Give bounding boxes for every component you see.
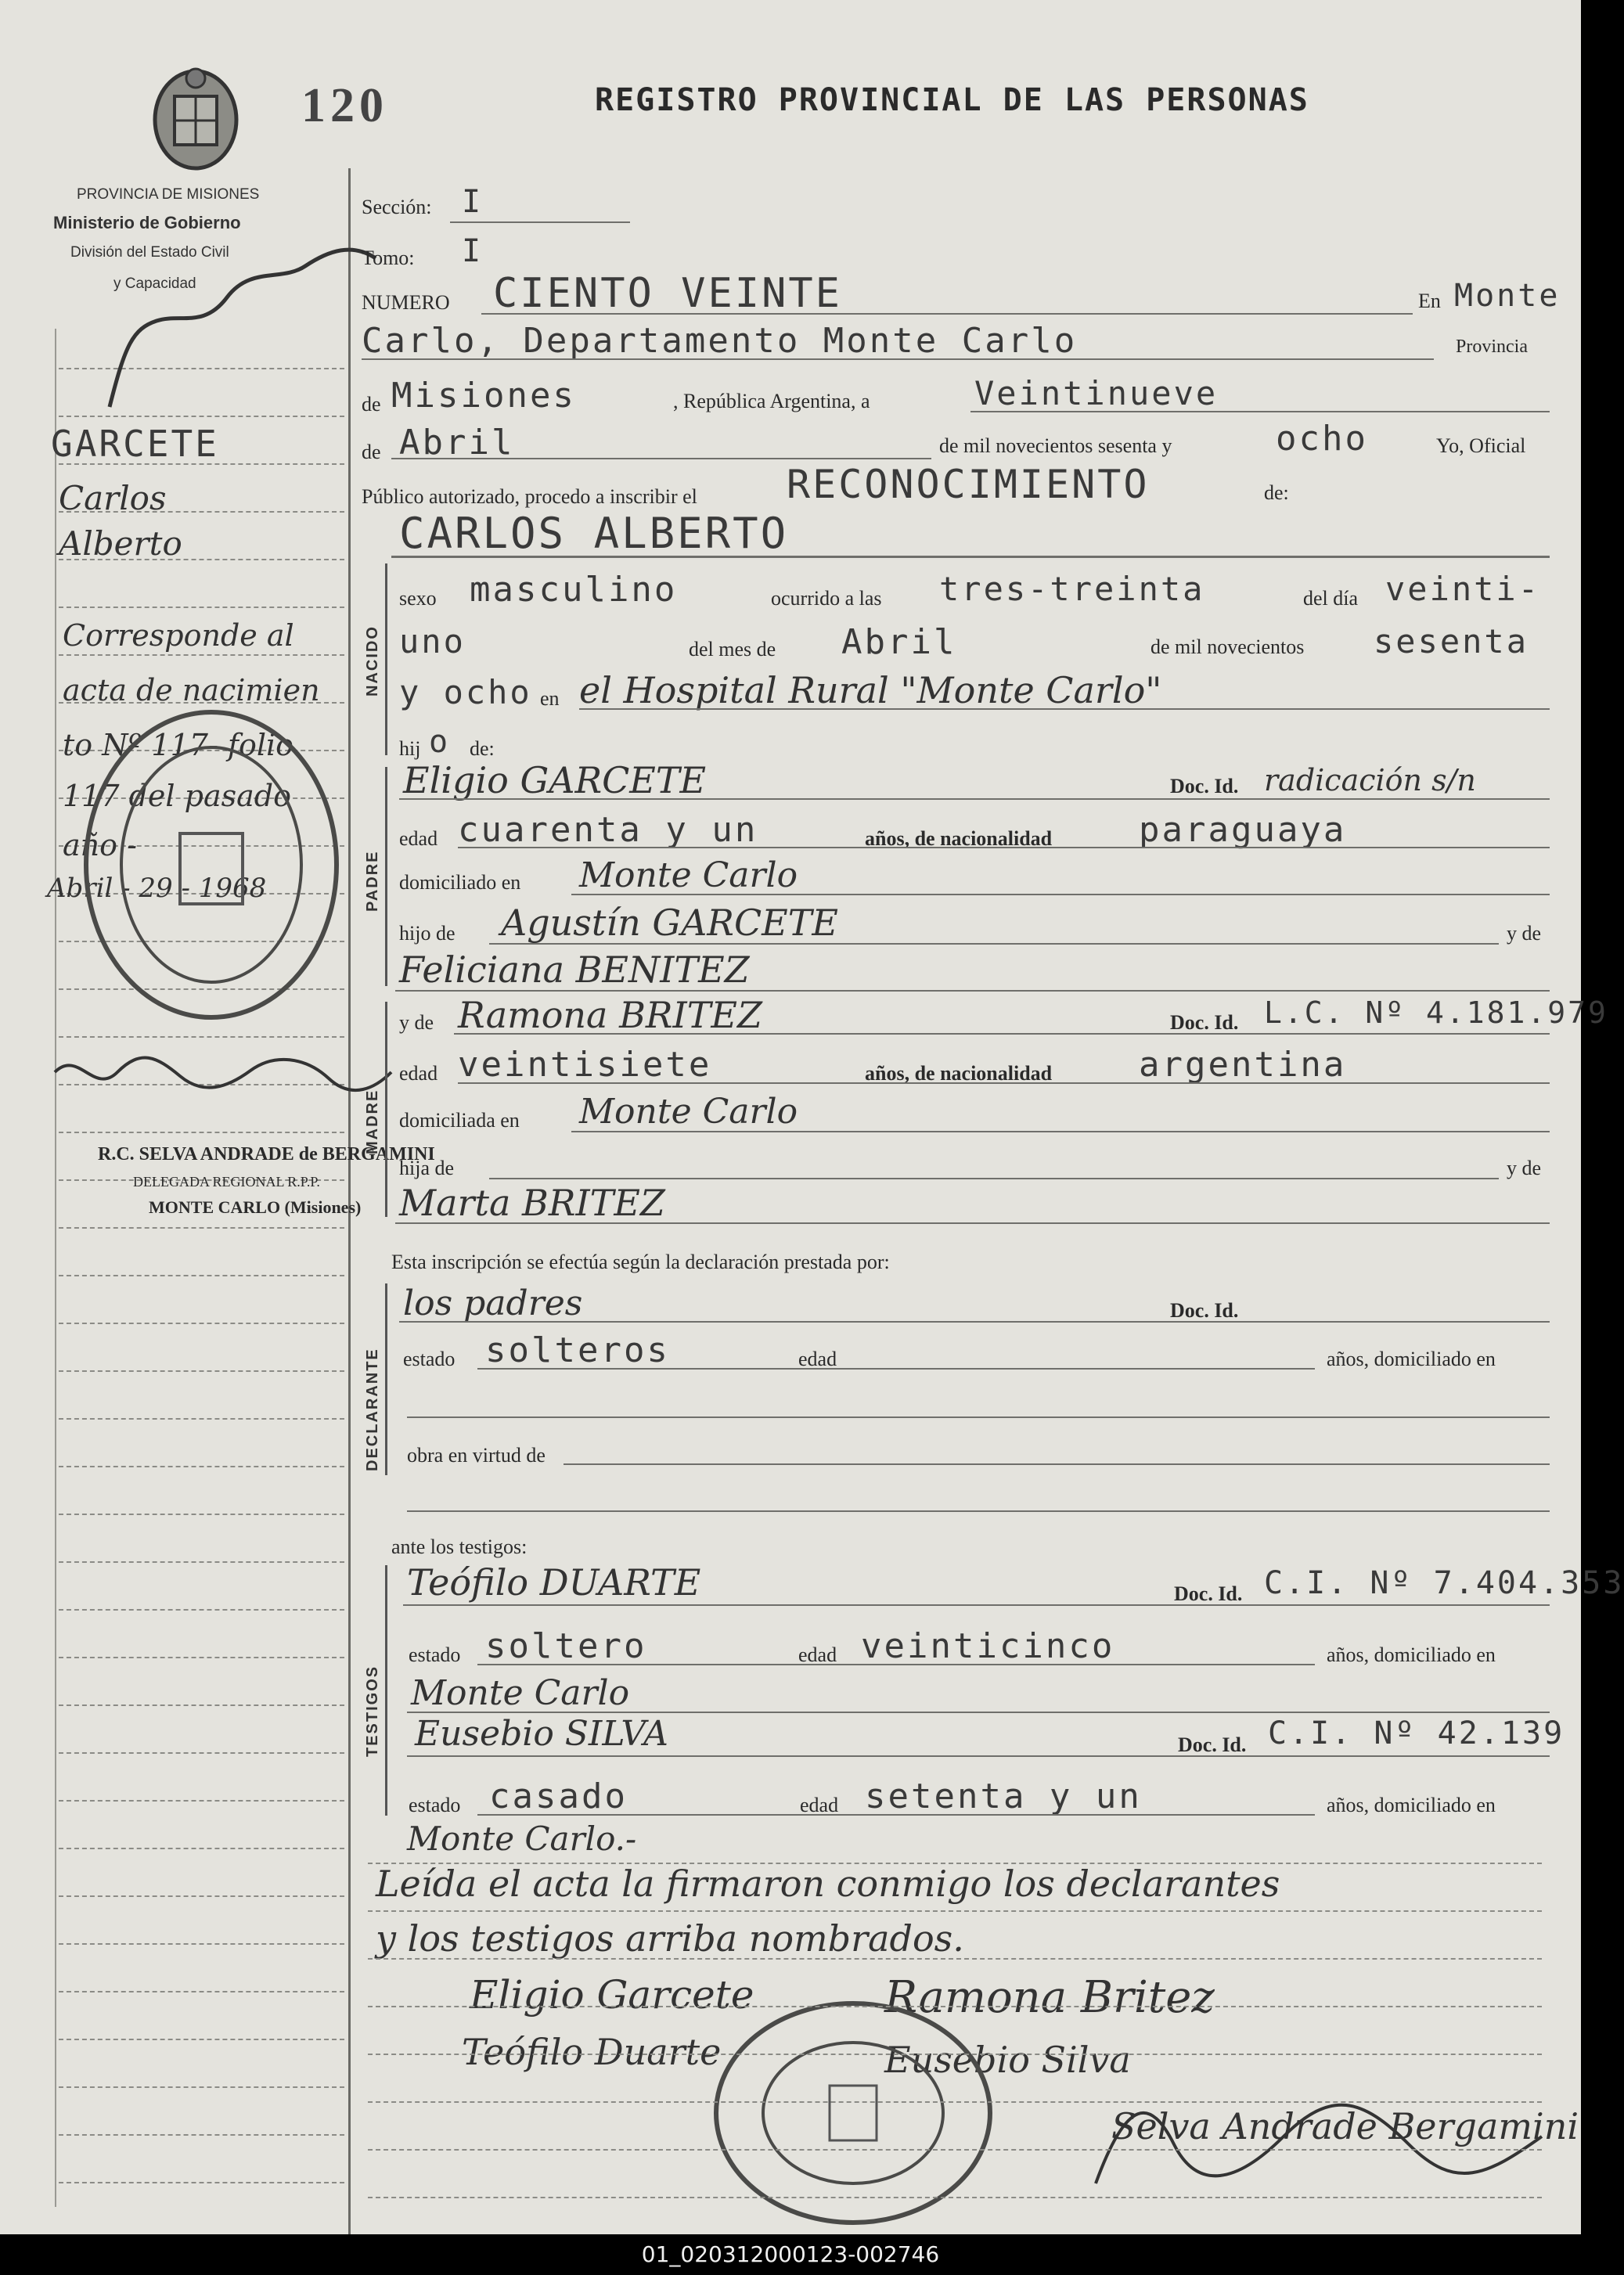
main-ruled-line (368, 1910, 1542, 1912)
label-testigo-1-anos-dom: años, domiciliado en (1327, 1643, 1496, 1666)
label-del-mes: del mes de (689, 638, 776, 661)
margin-signatory-place: MONTE CARLO (Misiones) (149, 1197, 362, 1217)
margin-ruled-line (59, 1466, 344, 1467)
label-en-lower: en (540, 687, 560, 710)
padre-domicilio: Monte Carlo (579, 855, 798, 895)
margin-given-name-1: Carlos (59, 479, 167, 517)
rule-dia (970, 411, 1550, 412)
bottom-seal-stamp (704, 1996, 1002, 2230)
org-line-2: Ministerio de Gobierno (53, 213, 241, 232)
margin-ruled-line (59, 1657, 344, 1658)
margin-ruled-line (59, 1514, 344, 1515)
margin-ruled-line (59, 1132, 344, 1133)
label-testigo-1-estado: estado (409, 1643, 461, 1666)
madre-nombre: Ramona BRITEZ (458, 994, 762, 1036)
rule-testigo-2-nombre (407, 1755, 1550, 1757)
margin-signatory-title: DELEGADA REGIONAL R.P.P. (133, 1174, 320, 1190)
value-anio-nac-1: sesenta (1374, 622, 1529, 661)
section-madre-bar (385, 1002, 387, 1217)
rule-madre-madre (395, 1222, 1550, 1224)
margin-ruled-line (59, 1227, 344, 1229)
rule-declarante-domicilio (407, 1416, 1550, 1418)
margin-signatory-name: R.C. SELVA ANDRADE de BERGAMINI (98, 1144, 435, 1164)
margin-note-4: 117 del pasado (63, 779, 291, 813)
margin-note-1: Corresponde al (63, 618, 294, 653)
padre-padre: Agustín GARCETE (501, 902, 838, 944)
label-yo-oficial: Yo, Oficial (1436, 434, 1526, 457)
madre-madre: Marta BRITEZ (399, 1182, 665, 1224)
padre-nacionalidad: paraguaya (1139, 810, 1347, 850)
label-testigo-2-edad: edad (800, 1794, 839, 1816)
value-numero: CIENTO VEINTE (493, 270, 842, 317)
value-sexo: masculino (470, 570, 678, 610)
margin-ruled-line (59, 1418, 344, 1420)
margin-ruled-line (59, 1991, 344, 1992)
image-caption: 01_020312000123-002746 (641, 2241, 940, 2267)
declarante-estado: solteros (485, 1330, 670, 1370)
org-line-4: y Capacidad (113, 275, 196, 292)
margin-ruled-line (59, 1704, 344, 1706)
testigo-2-estado: casado (489, 1776, 628, 1816)
rule-madre-edad (458, 1082, 1550, 1084)
label-del-dia: del día (1303, 587, 1359, 610)
label-madre-domicilio: domiciliada en (399, 1109, 520, 1132)
label-madre-y-de-2: y de (1507, 1157, 1542, 1179)
label-testigo-1-doc: Doc. Id. (1174, 1582, 1243, 1605)
rule-testigo-1-domicilio (407, 1712, 1550, 1713)
margin-note-6: Abril - 29 - 1968 (47, 873, 267, 904)
org-line-3: División del Estado Civil (70, 244, 229, 261)
rule-testigo-1-estado (477, 1664, 1315, 1665)
label-hijo-de: de: (470, 737, 495, 760)
margin-ruled-line (59, 607, 344, 608)
label-madre-y-de: y de (399, 1011, 434, 1034)
value-en: Monte (1454, 278, 1561, 314)
label-de-colon: de: (1264, 481, 1289, 504)
margin-ruled-line (59, 1848, 344, 1849)
label-declaracion: Esta inscripción se efectúa según la declaración prestada por: (391, 1251, 890, 1273)
label-testigo-2-anos-dom: años, domiciliado en (1327, 1794, 1496, 1816)
signature-teofilo: Teófilo Duarte (462, 2031, 722, 2073)
main-ruled-line (368, 2006, 1542, 2007)
margin-ruled-line (59, 1561, 344, 1563)
record-number: 120 (301, 79, 388, 132)
value-dia: Veintinueve (974, 374, 1219, 412)
margin-ruled-line (59, 2134, 344, 2136)
value-hijo-suffix: o (429, 724, 451, 760)
official-seal-stamp (74, 700, 348, 1029)
label-testigos: ante los testigos: (391, 1535, 528, 1558)
testigo-1-estado: soltero (485, 1626, 647, 1666)
left-margin-rule (55, 329, 56, 2207)
margin-ruled-line (59, 416, 344, 417)
main-ruled-line (368, 2149, 1542, 2151)
label-padre-anos: años, de nacionalidad (865, 827, 1053, 850)
clerk-initial-signature (94, 235, 391, 415)
value-mes: Abril (399, 423, 515, 463)
value-anio-nac-2: y ocho (399, 673, 532, 711)
rule-mes (391, 458, 931, 459)
margin-ruled-line (59, 1036, 344, 1038)
label-de-1: de (362, 393, 381, 416)
label-obra: obra en virtud de (407, 1444, 546, 1467)
value-tomo: I (462, 233, 484, 269)
official-signature: Selva Andrade Bergamini (1111, 2105, 1579, 2147)
main-ruled-line (368, 2197, 1542, 2198)
label-madre-edad: edad (399, 1062, 438, 1085)
margin-ruled-line (59, 1323, 344, 1324)
value-dia-nac-1: veinti- (1385, 570, 1541, 608)
testigo-1-domicilio: Monte Carlo (411, 1673, 630, 1713)
closing-line-2: y los testigos arriba nombrados. (376, 1917, 964, 1960)
rule-padre-nombre (399, 798, 1550, 800)
label-sexo: sexo (399, 587, 437, 610)
label-declarante-edad: edad (798, 1348, 837, 1370)
rule-madre-domicilio (571, 1131, 1550, 1132)
section-padre-label: PADRE (364, 850, 381, 912)
testigo-2-doc: C.I. Nº 42.139 (1268, 1715, 1565, 1751)
rule-nombre (391, 556, 1550, 558)
label-en: En (1418, 290, 1441, 312)
testigo-2-domicilio: Monte Carlo.- (407, 1820, 637, 1858)
rule-madre-nombre (454, 1033, 1550, 1035)
coat-of-arms-icon (145, 61, 247, 178)
madre-doc: L.C. Nº 4.181.979 (1264, 995, 1608, 1030)
rule-numero (481, 313, 1413, 315)
value-anio: ocho (1276, 419, 1368, 459)
value-acto: RECONOCIMIENTO (787, 462, 1150, 507)
section-nacido-label: NACIDO (364, 625, 381, 697)
section-testigos-bar (385, 1565, 387, 1816)
value-dia-nac-2: uno (399, 622, 466, 661)
rule-testigo-1-nombre (403, 1604, 1550, 1606)
padre-nombre: Eligio GARCETE (403, 759, 707, 801)
padre-edad: cuarenta y un (458, 810, 758, 850)
testigo-2-edad: setenta y un (865, 1776, 1142, 1816)
label-de-2: de (362, 441, 381, 463)
madre-nacionalidad: argentina (1139, 1045, 1347, 1085)
value-lugar-nac: el Hospital Rural "Monte Carlo" (579, 669, 1162, 711)
rule-lugar-nac (579, 708, 1550, 710)
org-line-1: PROVINCIA DE MISIONES (77, 186, 260, 203)
section-declarante-bar (385, 1283, 387, 1475)
section-nacido-bar (385, 563, 387, 755)
section-padre-bar (385, 767, 387, 986)
padre-doc: radicación s/n (1264, 763, 1476, 797)
section-testigos-label: TESTIGOS (364, 1665, 381, 1757)
margin-ruled-line (59, 654, 344, 656)
margin-ruled-line (59, 1370, 344, 1372)
main-ruled-line (368, 1863, 1542, 1864)
testigo-2-nombre: Eusebio SILVA (415, 1714, 668, 1754)
margin-ruled-line (59, 1895, 344, 1897)
value-seccion: I (462, 184, 484, 220)
margin-ruled-line (59, 2086, 344, 2088)
official-signature-stroke (1080, 2066, 1550, 2199)
margin-ruled-line (59, 2182, 344, 2183)
main-ruled-line (368, 2101, 1542, 2103)
rule-lugar (362, 358, 1434, 360)
label-ocurrido: ocurrido a las (771, 587, 882, 610)
margin-note-3: to Nº 117- folio (63, 728, 294, 762)
label-declarante-anos-dom: años, domiciliado en (1327, 1348, 1496, 1370)
main-ruled-line (368, 1958, 1542, 1960)
rule-declarante-nombre (399, 1321, 1550, 1323)
label-de-mil: de mil novecientos (1150, 635, 1305, 658)
label-madre-hija-de: hija de (399, 1157, 455, 1179)
margin-ruled-line (59, 1609, 344, 1611)
rule-seccion (450, 221, 630, 223)
testigo-1-doc: C.I. Nº 7.404.353 (1264, 1565, 1624, 1601)
margin-given-name-2: Alberto (59, 524, 182, 563)
rule-declarante-estado (477, 1368, 1315, 1370)
rule-obra (564, 1463, 1550, 1465)
label-testigo-1-edad: edad (798, 1643, 837, 1666)
value-mes-nac: Abril (841, 622, 957, 662)
margin-ruled-line (59, 1275, 344, 1276)
page-title: REGISTRO PROVINCIAL DE LAS PERSONAS (595, 82, 1309, 118)
margin-note-5: año - (63, 828, 137, 862)
label-padre-y-de: y de (1507, 922, 1542, 945)
rule-padre-edad (458, 847, 1550, 848)
label-padre-edad: edad (399, 827, 438, 850)
label-declarante-doc: Doc. Id. (1170, 1299, 1239, 1322)
label-declarante-estado: estado (403, 1348, 456, 1370)
margin-ruled-line (59, 2039, 344, 2040)
testigo-1-edad: veinticinco (861, 1626, 1115, 1666)
value-hora: tres-treinta (939, 570, 1205, 608)
value-provincia: Misiones (391, 376, 576, 416)
signature-eligio: Eligio Garcete (470, 1972, 754, 2018)
signature-eusebio: Eusebio Silva (884, 2039, 1131, 2081)
margin-note-2: acta de nacimien (63, 673, 320, 707)
label-padre-hijo-de: hijo de (399, 922, 456, 945)
label-seccion: Sección: (362, 196, 432, 218)
margin-surname: GARCETE (51, 423, 219, 465)
label-padre-doc: Doc. Id. (1170, 775, 1239, 797)
rule-padre-domicilio (571, 894, 1550, 895)
label-testigo-2-doc: Doc. Id. (1178, 1733, 1247, 1756)
section-declarante-label: DECLARANTE (364, 1348, 381, 1471)
margin-signature (47, 1041, 399, 1111)
label-provincia: Provincia (1456, 337, 1528, 357)
label-madre-anos: años, de nacionalidad (865, 1062, 1053, 1085)
testigo-1-nombre: Teófilo DUARTE (407, 1561, 701, 1604)
rule-padre-madre (395, 990, 1550, 992)
declarante-nombre: los padres (403, 1283, 583, 1323)
rule-madre-hija-de (489, 1178, 1499, 1179)
label-madre-doc: Doc. Id. (1170, 1011, 1239, 1034)
main-ruled-line (368, 2054, 1542, 2055)
margin-ruled-line (59, 1752, 344, 1754)
label-hijo: hij (399, 737, 421, 760)
margin-ruled-line (59, 1800, 344, 1802)
madre-domicilio: Monte Carlo (579, 1092, 798, 1132)
label-padre-domicilio: domiciliado en (399, 871, 521, 894)
padre-madre: Feliciana BENITEZ (399, 949, 750, 991)
rule-padre-hijo-de (489, 943, 1499, 945)
label-publico: Público autorizado, procedo a inscribir el (362, 485, 697, 508)
label-republica: , República Argentina, a (673, 390, 870, 412)
signature-ramona: Ramona Britez (884, 1972, 1215, 2023)
label-numero: NUMERO (362, 291, 450, 314)
label-de-mil-sesenta: de mil novecientos sesenta y (939, 434, 1172, 457)
margin-ruled-line (59, 1943, 344, 1945)
label-testigo-2-estado: estado (409, 1794, 461, 1816)
rule-obra-2 (407, 1510, 1550, 1512)
rule-testigo-2-estado (477, 1814, 1315, 1816)
section-madre-label: MADRE (364, 1089, 381, 1154)
madre-edad: veintisiete (458, 1045, 712, 1085)
closing-line-1: Leída el acta la firmaron conmigo los declarantes (376, 1863, 1280, 1905)
label-tomo: Tomo: (362, 247, 415, 269)
value-lugar: Carlo, Departamento Monte Carlo (362, 321, 1078, 361)
value-nombre: CARLOS ALBERTO (399, 509, 789, 558)
